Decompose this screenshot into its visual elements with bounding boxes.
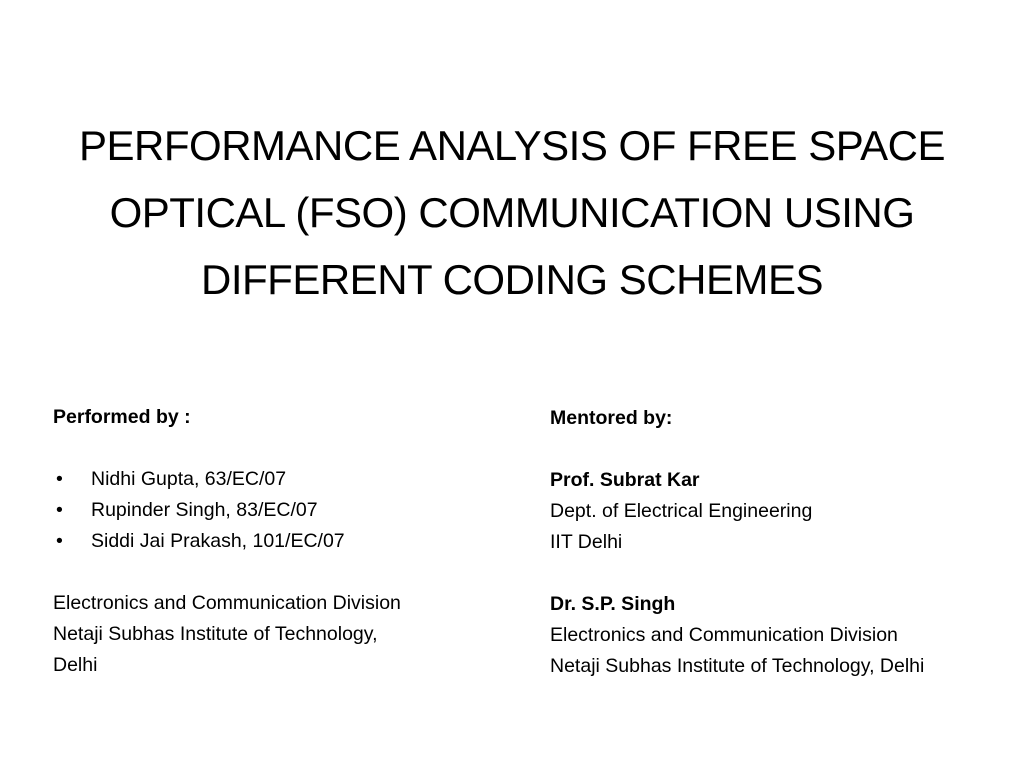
mentor-2-name: Dr. S.P. Singh — [550, 593, 676, 615]
member-name: Nidhi Gupta, 63/EC/07 — [91, 468, 287, 490]
member-list-item — [53, 464, 493, 495]
member-name: Siddi Jai Prakash, 101/EC/07 — [91, 530, 345, 552]
mentor-2-org: Netaji Subhas Institute of Technology, Delhi — [550, 655, 925, 677]
title-line-2: OPTICAL (FSO) COMMUNICATION USING — [109, 189, 915, 236]
member-name: Rupinder Singh, 83/EC/07 — [91, 499, 318, 521]
mentored-by-heading: Mentored by: — [550, 407, 673, 429]
bullet-icon: • — [56, 468, 63, 490]
spacer — [550, 558, 1010, 589]
slide-title — [40, 112, 984, 313]
division-name: Electronics and Communication Division — [53, 592, 401, 614]
institute-name-line-1: Netaji Subhas Institute of Technology, — [53, 623, 378, 645]
spacer — [550, 434, 1010, 465]
member-list-item — [53, 495, 493, 526]
bullet-icon: • — [56, 499, 63, 521]
bullet-icon: • — [56, 530, 63, 552]
title-line-3: DIFFERENT CODING SCHEMES — [201, 256, 823, 303]
performed-by-heading: Performed by : — [53, 406, 191, 428]
institute-name-line-2: Delhi — [53, 654, 98, 676]
mentor-2-dept: Electronics and Communication Division — [550, 624, 898, 646]
title-line-1: PERFORMANCE ANALYSIS OF FREE SPACE — [79, 122, 945, 169]
mentor-1-dept: Dept. of Electrical Engineering — [550, 500, 813, 522]
member-list-item — [53, 526, 493, 557]
spacer — [53, 557, 493, 588]
mentor-1-name: Prof. Subrat Kar — [550, 469, 700, 491]
spacer — [53, 433, 493, 464]
mentor-1-org: IIT Delhi — [550, 531, 623, 553]
performed-by-section — [53, 402, 493, 681]
mentored-by-section — [550, 403, 1010, 682]
